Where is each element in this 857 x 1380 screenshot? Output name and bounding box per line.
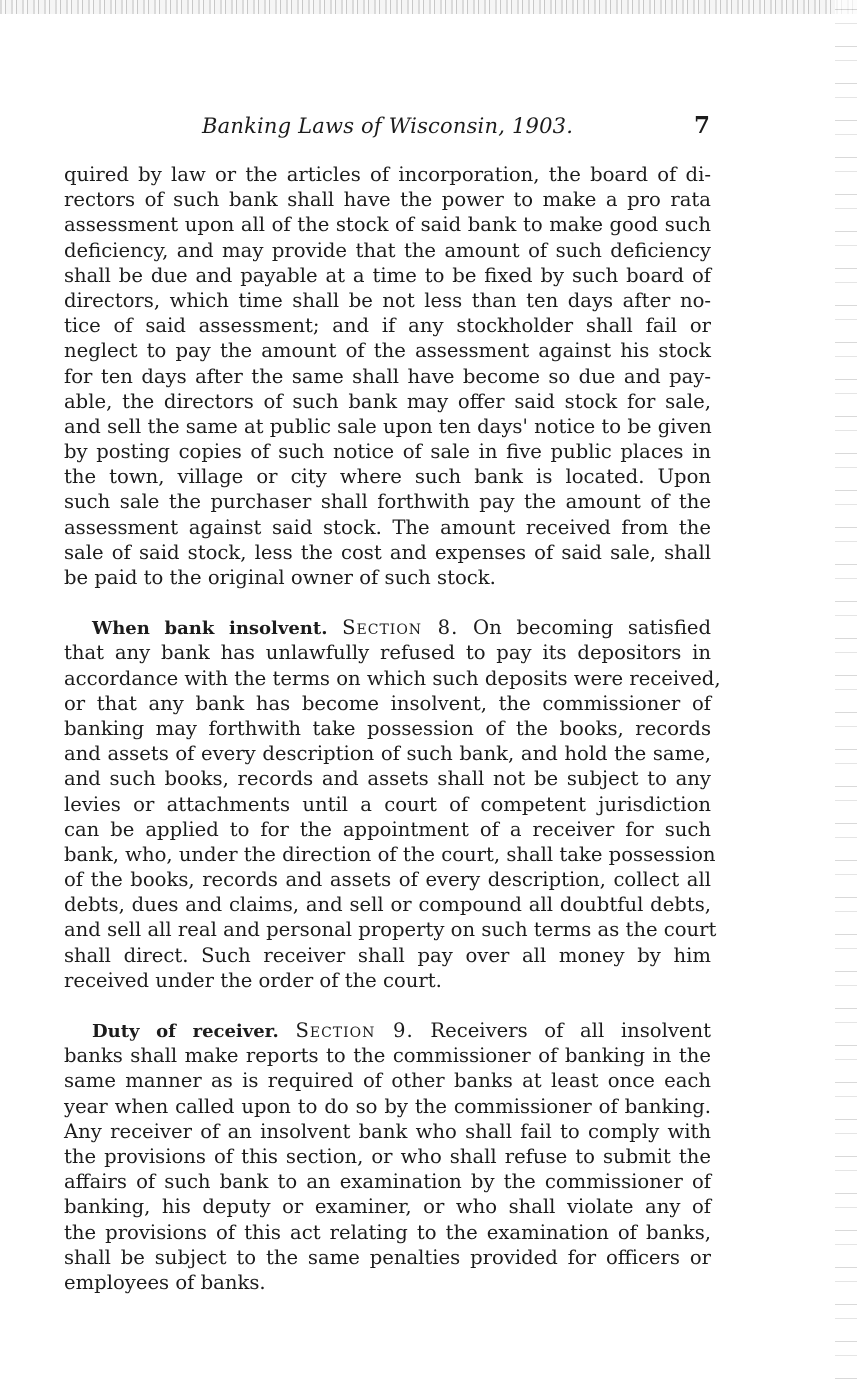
- text-fragment: On becoming satisfied: [473, 616, 712, 640]
- section-heading: When bank insolvent.: [92, 618, 328, 640]
- text-line: be paid to the original owner of such stock.: [64, 566, 496, 589]
- section-first-line: [64, 1018, 711, 1043]
- text-line: the provisions of this section, or who shall refuse to submit the: [64, 1144, 711, 1168]
- text-line: year when called upon to do so by the commissioner of banking.: [64, 1094, 711, 1118]
- text-line: tice of said assessment; and if any stockholder shall fail or: [64, 314, 711, 338]
- text-line: deficiency, and may provide that the amount of such deficiency: [64, 238, 711, 262]
- text-line: by posting copies of such notice of sale in five public places in: [64, 440, 711, 464]
- text-line: accordance with the terms on which such deposits were received,: [64, 666, 721, 690]
- text-line: such sale the purchaser shall forthwith pay the amount of the: [64, 490, 711, 514]
- text-line: or that any bank has become insolvent, the commissioner of: [64, 691, 711, 715]
- scan-edge-right: [835, 0, 857, 1380]
- text-line: the town, village or city where such bank is located. Upon: [64, 465, 711, 489]
- text-line: quired by law or the articles of incorporation, the board of di-: [64, 163, 711, 186]
- text-line: and sell all real and personal property on such terms as the court: [64, 918, 717, 942]
- paragraph-continued: [64, 162, 711, 590]
- text-line: same manner as is required of other banks at least once each: [64, 1069, 711, 1093]
- text-line: the provisions of this act relating to the examination of banks,: [64, 1220, 711, 1244]
- text-line: banks shall make reports to the commissioner of banking in the: [64, 1044, 711, 1068]
- text-line: for ten days after the same shall have become so due and pay-: [64, 364, 711, 388]
- section-first-line: [64, 615, 711, 640]
- text-line: that any bank has unlawfully refused to pay its depositors in: [64, 641, 711, 665]
- text-line: of the books, records and assets of every description, collect all: [64, 868, 711, 892]
- text-line: and sell the same at public sale upon ten days' notice to be given: [64, 414, 712, 438]
- text-line: and such books, records and assets shall not be subject to any: [64, 767, 711, 791]
- paragraph-gap: [64, 993, 711, 1018]
- text-line: banking may forthwith take possession of the books, records: [64, 716, 711, 740]
- text-line: sale of said stock, less the cost and expenses of said sale, shall: [64, 540, 711, 564]
- text-line: can be applied to for the appointment of a receiver for such: [64, 817, 711, 841]
- scan-edge-top: [0, 0, 857, 14]
- text-line: neglect to pay the amount of the assessment against his stock: [64, 339, 711, 363]
- section-label: Section 9.: [295, 1019, 414, 1042]
- text-line: shall be due and payable at a time to be fixed by such board of: [64, 263, 711, 287]
- text-line: bank, who, under the direction of the court, shall take possession: [64, 842, 716, 866]
- page-body: [64, 162, 721, 1295]
- text-line: assessment against said stock. The amount received from the: [64, 515, 711, 539]
- text-line: and assets of every description of such bank, and hold the same,: [64, 742, 711, 766]
- page-number: 7: [694, 112, 711, 139]
- section-label: Section 8.: [342, 616, 459, 640]
- text-line: debts, dues and claims, and sell or compound all doubtful debts,: [64, 893, 711, 917]
- text-fragment: Receivers of all insolvent: [430, 1019, 712, 1042]
- section-heading: Duty of receiver.: [92, 1021, 279, 1042]
- text-line: rectors of such bank shall have the power to make a pro rata: [64, 188, 711, 212]
- text-line: directors, which time shall be not less than ten days after no-: [64, 288, 711, 312]
- section-9: [64, 1018, 711, 1295]
- text-line: able, the directors of such bank may offer said stock for sale,: [64, 389, 711, 413]
- text-line: levies or attachments until a court of competent jurisdiction: [64, 792, 711, 816]
- text-line: received under the order of the court.: [64, 968, 442, 992]
- section-8: [64, 615, 721, 993]
- paragraph-gap: [64, 590, 711, 615]
- text-line: shall be subject to the same penalties provided for officers or: [64, 1245, 711, 1269]
- text-line: Any receiver of an insolvent bank who shall fail to comply with: [64, 1119, 711, 1143]
- text-line: employees of banks.: [64, 1270, 266, 1294]
- running-title: Banking Laws of Wisconsin, 1903.: [202, 114, 574, 138]
- text-line: assessment upon all of the stock of said bank to make good such: [64, 213, 711, 237]
- text-line: shall direct. Such receiver shall pay over all money by him: [64, 943, 711, 967]
- text-line: affairs of such bank to an examination by the commissioner of: [64, 1170, 711, 1194]
- page-header: [64, 108, 714, 148]
- text-line: banking, his deputy or examiner, or who shall violate any of: [64, 1195, 711, 1219]
